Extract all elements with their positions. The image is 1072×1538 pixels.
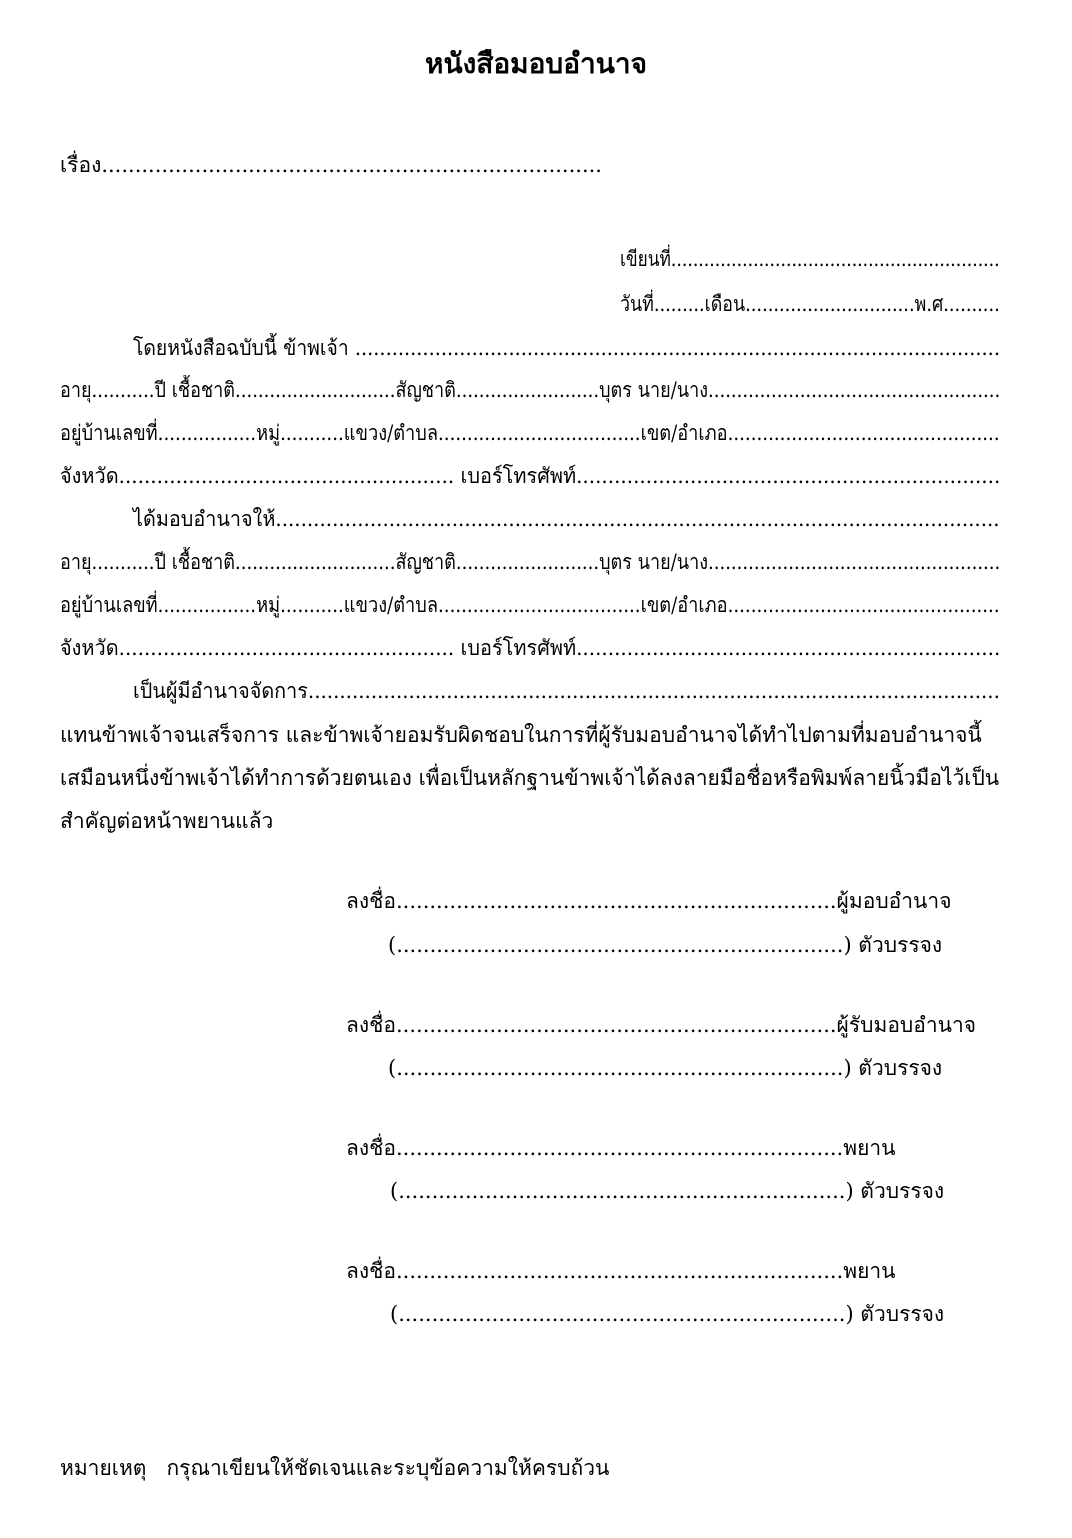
- grantor-intro: โดยหนังสือฉบับนี้ ข้าพเจ้า .........................................................................................................: [133, 336, 1000, 360]
- body-line: เสมือนหนึ่งข้าพเจ้าได้ทำการด้วยตนเอง เพื่อเป็นหลักฐานข้าพเจ้าได้ลงลายมือชื่อหรือพิมพ์ลายนิ้วมือไว้เป็น: [60, 766, 1000, 790]
- printed-name-line: (...................................................................) ตัวบรรจง: [390, 1179, 945, 1203]
- grantor-age-line: อายุ...........ปี เชื้อชาติ............................สัญชาติ.........................บุตร นาย/นาง...................................................: [60, 378, 1001, 402]
- grantee-address-line: อยู่บ้านเลขที่.................หมู่...........แขวง/ตำบล...................................เขต/อำเภอ...............................................: [60, 593, 1000, 617]
- printed-name-line: (...................................................................) ตัวบรรจง: [390, 1302, 945, 1326]
- printed-name-line: (...................................................................) ตัวบรรจง: [388, 1056, 943, 1080]
- note-line: หมายเหตุ กรุณาเขียนให้ชัดเจนและระบุข้อความให้ครบถ้วน: [60, 1456, 610, 1480]
- body-line: สำคัญต่อหน้าพยานแล้ว: [60, 809, 274, 833]
- date-line: วันที่.........เดือน..............................พ.ศ..........: [620, 292, 1000, 316]
- signature-line: ลงชื่อ...................................................................พยาน: [346, 1259, 896, 1283]
- signature-line: ลงชื่อ..................................................................ผู้รับมอบอำนาจ: [346, 1013, 977, 1037]
- subject-line: เรื่อง...........................................................................: [60, 153, 602, 177]
- signature-line: ลงชื่อ..................................................................ผู้มอบอำนาจ: [346, 889, 952, 913]
- document-title: หนังสือมอบอำนาจ: [424, 47, 648, 80]
- grantee-age-line: อายุ...........ปี เชื้อชาติ............................สัญชาติ.........................บุตร นาย/นาง...................................................: [60, 550, 1001, 574]
- signature-line: ลงชื่อ...................................................................พยาน: [346, 1136, 896, 1160]
- written-at-line: เขียนที่............................................................: [620, 247, 1000, 271]
- grantor-address-line: อยู่บ้านเลขที่.................หมู่...........แขวง/ตำบล...................................เขต/อำเภอ...............................................: [60, 421, 1000, 445]
- grantor-province-line: จังหวัด..................................................... เบอร์โทรศัพท์...................................................................: [60, 464, 1001, 488]
- grantee-intro: ได้มอบอำนาจให้...................................................................................................................: [133, 507, 1000, 531]
- printed-name-line: (...................................................................) ตัวบรรจง: [388, 933, 943, 957]
- authority-line: เป็นผู้มีอำนาจจัดการ..............................................................................................................: [133, 679, 1000, 703]
- grantee-province-line: จังหวัด..................................................... เบอร์โทรศัพท์...................................................................: [60, 636, 1001, 660]
- body-line: แทนข้าพเจ้าจนเสร็จการ และข้าพเจ้ายอมรับผิดชอบในการที่ผู้รับมอบอำนาจได้ทำไปตามที่มอบอำนาจนี้: [60, 723, 982, 747]
